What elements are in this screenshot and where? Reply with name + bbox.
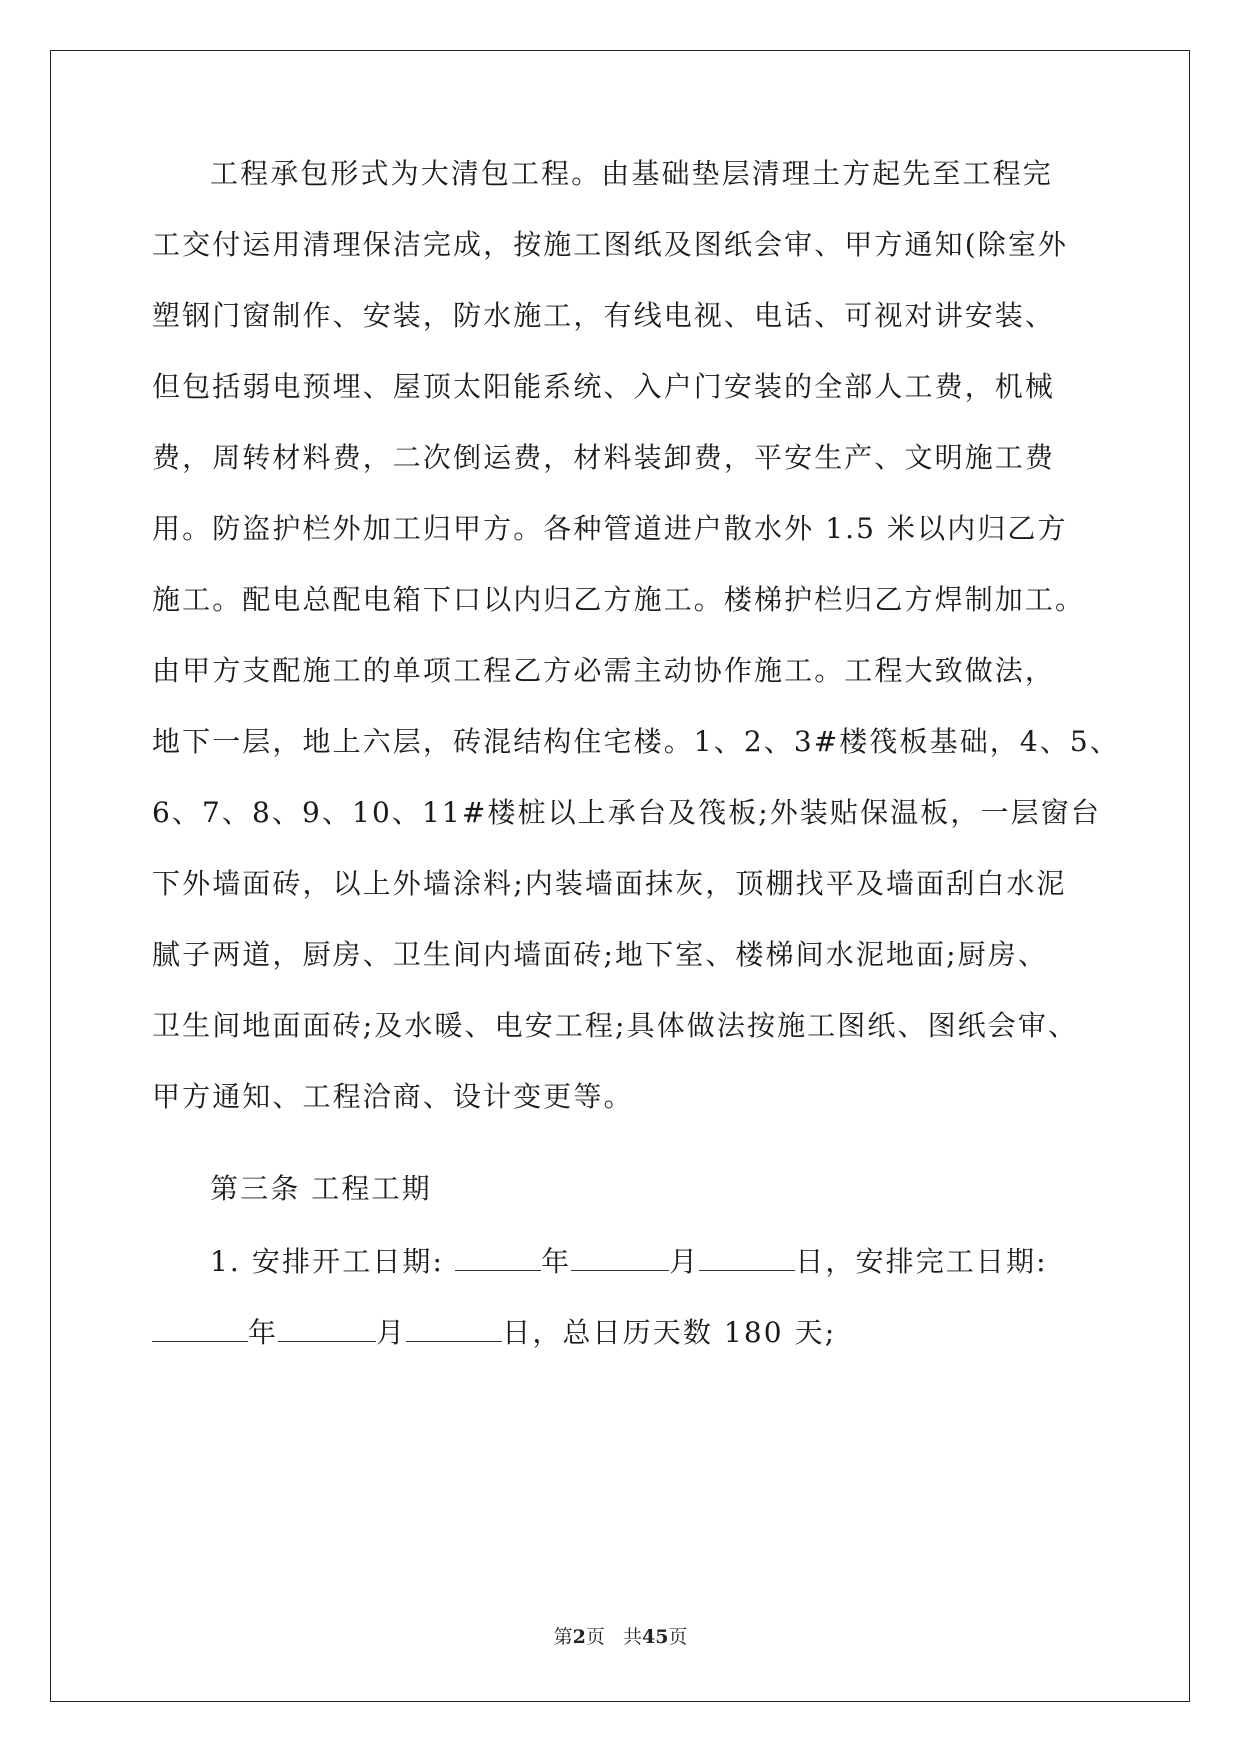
paragraph-line: 用。防盗护栏外加工归甲方。各种管道进户散水外 1.5 米以内归乙方 [152, 512, 1068, 545]
paragraph-line: 地下一层，地上六层，砖混结构住宅楼。1、2、3#楼筏板基础，4、5、 [152, 725, 1120, 758]
paragraph-line: 腻子两道，厨房、卫生间内墙面砖;地下室、楼梯间水泥地面;厨房、 [152, 938, 1048, 971]
start-day-blank [699, 1240, 795, 1271]
paragraph-line: 甲方通知、工程洽商、设计变更等。 [152, 1080, 634, 1113]
footer-page-number: 2 [572, 1626, 586, 1648]
paragraph-line: 6、7、8、9、10、11#楼桩以上承台及筏板;外装贴保温板，一层窗台 [152, 796, 1101, 829]
end-month-blank [278, 1311, 376, 1342]
section-heading: 第三条 工程工期 [210, 1172, 432, 1205]
footer-total-unit: 页 [668, 1626, 688, 1648]
year-label: 年 [541, 1245, 572, 1278]
schedule-label: 1. 安排开工日期: [210, 1245, 445, 1278]
end-year-blank [152, 1311, 248, 1342]
footer-page-unit: 页 [585, 1626, 605, 1648]
schedule-end-line [152, 1311, 836, 1351]
paragraph-line: 下外墙面砖，以上外墙涂料;内装墙面抹灰，顶棚找平及墙面刮白水泥 [152, 867, 1067, 900]
start-month-blank [571, 1240, 669, 1271]
footer-total-prefix: 共 [622, 1626, 642, 1648]
paragraph-line: 工交付运用清理保洁完成，按施工图纸及图纸会审、甲方通知(除室外 [152, 228, 1069, 261]
year-label: 年 [248, 1316, 279, 1349]
footer-page-prefix: 第 [553, 1626, 573, 1648]
end-day-blank [406, 1311, 502, 1342]
paragraph-line: 塑钢门窗制作、安装，防水施工，有线电视、电话、可视对讲安装、 [152, 299, 1056, 332]
day-label: 日，总日历天数 180 天; [502, 1316, 837, 1349]
month-label: 月 [376, 1316, 407, 1349]
paragraph-line: 由甲方支配施工的单项工程乙方必需主动协作施工。工程大致做法， [152, 654, 1056, 687]
schedule-start-line [210, 1240, 1048, 1280]
paragraph-line: 卫生间地面面砖;及水暖、电安工程;具体做法按施工图纸、图纸会审、 [152, 1009, 1079, 1042]
start-year-blank [455, 1240, 541, 1271]
page-footer [0, 1625, 1241, 1649]
paragraph-line: 施工。配电总配电箱下口以内归乙方施工。楼梯护栏归乙方焊制加工。 [152, 583, 1086, 616]
month-label: 月 [669, 1245, 700, 1278]
footer-total-pages: 45 [641, 1626, 669, 1648]
paragraph-line: 工程承包形式为大清包工程。由基础垫层清理土方起先至工程完 [210, 157, 1053, 190]
paragraph-line: 但包括弱电预埋、屋顶太阳能系统、入户门安装的全部人工费，机械 [152, 370, 1056, 403]
paragraph-line: 费，周转材料费，二次倒运费，材料装卸费，平安生产、文明施工费 [152, 441, 1056, 474]
day-label: 日，安排完工日期: [795, 1245, 1048, 1278]
